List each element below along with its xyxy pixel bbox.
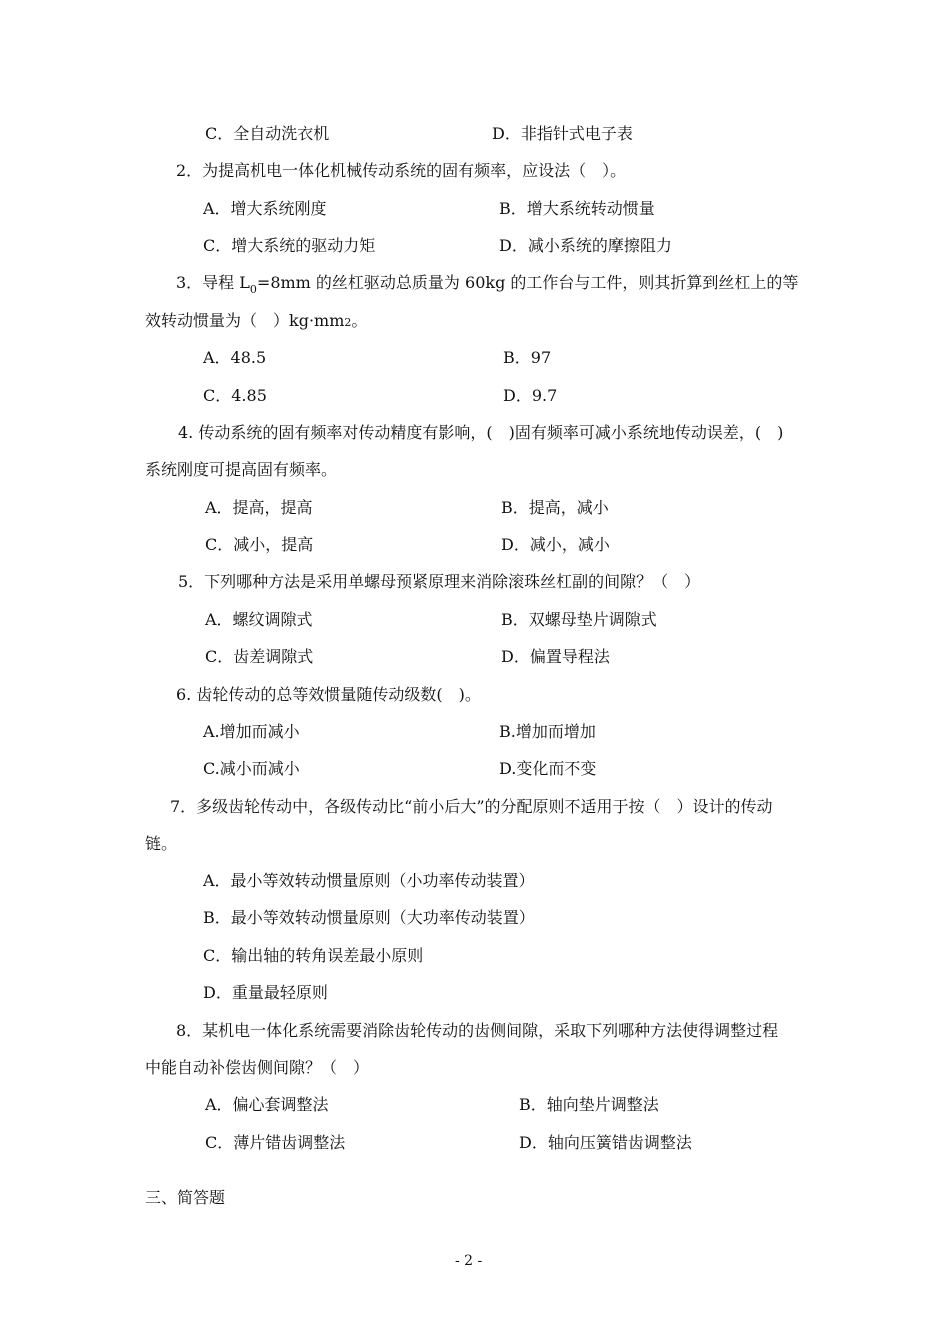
q3-option-a: A．48.5 bbox=[203, 348, 267, 367]
q6-stem: 6. 齿轮传动的总等效惯量随传动级数( )。 bbox=[176, 685, 481, 704]
q4-option-d: D．减小，减小 bbox=[501, 535, 610, 554]
q2-option-c: C．增大系统的驱动力矩 bbox=[203, 236, 376, 255]
q7-option-d: D．重量最轻原则 bbox=[203, 983, 328, 1002]
q8-option-b: B．轴向垫片调整法 bbox=[519, 1095, 659, 1114]
q8-stem-line1: 8．某机电一体化系统需要消除齿轮传动的齿侧间隙，采取下列哪种方法使得调整过程 bbox=[176, 1021, 779, 1040]
q3-stem-line1 bbox=[176, 273, 798, 295]
q4-stem-line1: 4. 传动系统的固有频率对传动精度有影响，( )固有频率可减小系统地传动误差，( ) bbox=[178, 423, 784, 442]
q5-option-b: B．双螺母垫片调隙式 bbox=[501, 610, 657, 629]
q3-stem-line2 bbox=[145, 311, 367, 333]
section-heading: 三、简答题 bbox=[145, 1188, 226, 1207]
q3-option-c: C．4.85 bbox=[203, 386, 267, 405]
q6-option-d: D.变化而不变 bbox=[499, 759, 597, 778]
page-number: - 2 - bbox=[455, 1253, 483, 1269]
q7-stem-line1: 7．多级齿轮传动中，各级传动比“前小后大”的分配原则不适用于按（ ）设计的传动 bbox=[170, 797, 773, 816]
q3-stem-line2-pre: 效转动惯量为（ ）kg·mm bbox=[145, 311, 345, 330]
q6-option-c: C.减小而减小 bbox=[203, 759, 300, 778]
q5-option-d: D．偏置导程法 bbox=[501, 647, 610, 666]
q4-stem-line2: 系统刚度可提高固有频率。 bbox=[145, 460, 338, 479]
q1-option-c: C．全自动洗衣机 bbox=[205, 124, 330, 143]
q3-stem-pre: 3．导程 L bbox=[176, 273, 250, 292]
q2-option-d: D．减小系统的摩擦阻力 bbox=[499, 236, 672, 255]
q5-option-c: C．齿差调隙式 bbox=[205, 647, 314, 666]
q3-option-d: D．9.7 bbox=[503, 386, 558, 405]
q7-stem-line2: 链。 bbox=[145, 834, 178, 853]
q8-option-c: C．薄片错齿调整法 bbox=[205, 1133, 346, 1152]
q5-stem: 5．下列哪种方法是采用单螺母预紧原理来消除滚珠丝杠副的间隙？（ ） bbox=[178, 572, 701, 591]
q3-stem-unit-exponent: 2 bbox=[344, 316, 352, 329]
q4-option-b: B．提高，减小 bbox=[501, 498, 609, 517]
q7-option-b: B．最小等效转动惯量原则（大功率传动装置） bbox=[203, 908, 535, 927]
q3-stem-subscript: 0 bbox=[249, 283, 257, 296]
q3-stem-post: =8mm 的丝杠驱动总质量为 60kg 的工作台与工件，则其折算到丝杠上的等 bbox=[256, 273, 799, 292]
q6-option-a: A.增加而减小 bbox=[203, 722, 300, 741]
q8-option-a: A．偏心套调整法 bbox=[205, 1095, 329, 1114]
q8-option-d: D．轴向压簧错齿调整法 bbox=[519, 1133, 692, 1152]
q7-option-c: C．输出轴的转角误差最小原则 bbox=[203, 946, 424, 965]
q1-option-d: D．非指针式电子表 bbox=[492, 124, 633, 143]
q2-stem: 2．为提高机电一体化机械传动系统的固有频率，应设法（ ）。 bbox=[176, 161, 627, 180]
q5-option-a: A．螺纹调隙式 bbox=[205, 610, 313, 629]
q3-stem-line2-post: 。 bbox=[351, 311, 368, 330]
q2-option-b: B．增大系统转动惯量 bbox=[499, 199, 655, 218]
q8-stem-line2: 中能自动补偿齿侧间隙？（ ） bbox=[145, 1058, 370, 1077]
q3-option-b: B．97 bbox=[503, 348, 552, 367]
q7-option-a: A．最小等效转动惯量原则（小功率传动装置） bbox=[203, 871, 535, 890]
q6-option-b: B.增加而增加 bbox=[499, 722, 596, 741]
q4-option-a: A．提高，提高 bbox=[205, 498, 313, 517]
q2-option-a: A．增大系统刚度 bbox=[203, 199, 327, 218]
q4-option-c: C．减小，提高 bbox=[205, 535, 314, 554]
